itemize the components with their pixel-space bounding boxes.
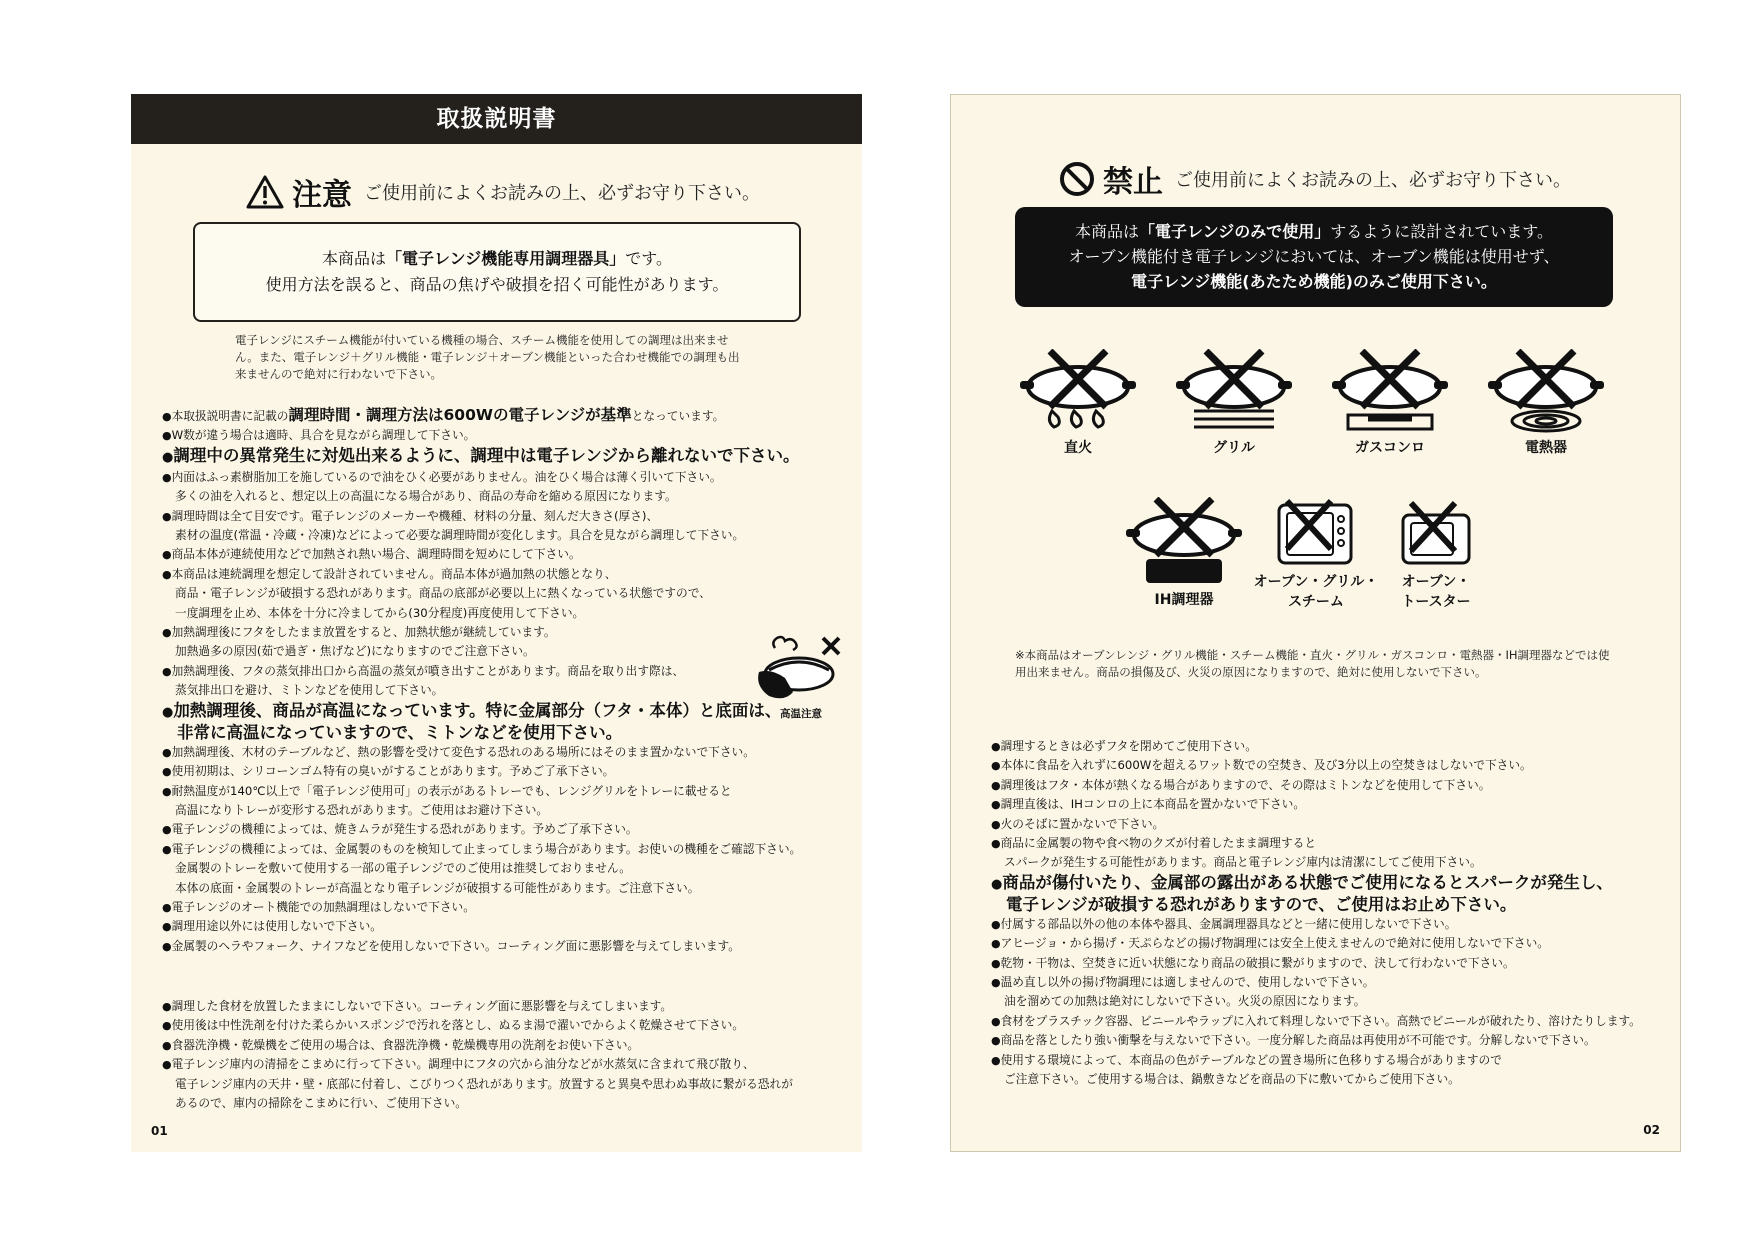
steam-note-line: ん。また、電子レンジ＋グリル機能・電子レンジ＋オーブン機能といった合わせ機能での調理も出 [235,350,740,364]
list-item [162,1055,793,1113]
oven-icon [1273,497,1359,571]
hot-pot-hand-icon [753,630,849,702]
caution-label: 注意 [292,178,352,213]
manual-title: 取扱説明書 [131,94,862,144]
list-item [991,973,1641,1012]
list-item: ● 調理用途以外には使用しないで下さい。 [162,917,801,936]
pot-on-flame-icon [1016,349,1140,437]
toaster-icon [1393,497,1479,571]
list-item [991,1051,1641,1090]
notice-text: 本商品は [322,249,387,268]
list-text: ご注意下さい。ご使用する場合は、鍋敷きなどを商品の下に敷いてからご使用下さい。 [1004,1072,1460,1087]
list-text: 電子レンジの機種によっては、金属製のものを検知して止まってしまう場合があります。お使いの機種をご確認下さい。 [171,841,802,856]
list-text: 加熱調理後、商品が高温になっています。特に金属部分（フタ・本体）と底面は、 [173,700,782,720]
list-item: ● 食材をプラスチック容器、ビニールやラップに入れて料理しないで下さい。高熱でビニールが破れたり、溶けたりします。 [991,1012,1641,1031]
hot-warning [751,630,851,721]
icon-label: オーブン・グリル・ [1253,574,1379,590]
icon-oven-toaster [1371,497,1501,611]
list-item: ● 加熱調理後、木材のテーブルなど、熱の影響を受けて変色する恐れのある場所にはそのまま置かないで下さい。 [162,743,801,762]
list-bold: 調理時間・調理方法は600Wの電子レンジが基準 [288,406,632,424]
list-text: スパークが発生する可能性があります。商品と電子レンジ庫内は清潔にしてご使用下さい。 [1004,855,1482,870]
list-item: ● アヒージョ・から揚げ・天ぷらなどの揚げ物調理には安全上使えませんので絶対に使用しないで下さい。 [991,934,1641,953]
page-number: 01 [151,1124,168,1138]
icon-label: スチーム [1288,594,1344,610]
notice-bold: 「電子レンジ機能専用調理器具」 [386,249,626,268]
list-text: 調理時間は全て目安です。電子レンジのメーカーや機種、材料の分量、刻んだ大きさ(厚さ)、 [171,508,659,523]
list-text: 本体の底面・金属製のトレーが高温となり電子レンジが破損する可能性があります。ご注意下さい。 [175,880,700,895]
list-item: ● 乾物・干物は、空焚きに近い状態になり商品の破損に繋がりますので、決して行わないで下さい。 [991,954,1641,973]
footnote-line: 用出来ません。商品の損傷及び、火災の原因になりますので、絶対に使用しないで下さい。 [1015,665,1487,679]
icon-label: ガスコンロ [1355,440,1425,456]
prohibit-box [1015,207,1613,307]
caution-heading [246,170,760,214]
list-item: ● 金属製のヘラやフォーク、ナイフなどを使用しないで下さい。コーティング面に悪影響を与えてしまいます。 [162,937,801,956]
page-left [131,94,862,1152]
list-item [162,507,801,546]
icon-label: 直火 [1064,440,1092,456]
prohibit-label: 禁止 [1103,165,1163,200]
box-text: 本商品は [1075,222,1140,241]
list-text: 加熱調理後、フタの蒸気排出口から高温の蒸気が噴き出すことがあります。商品を取り出す際は、 [171,663,685,678]
hot-warning-label: 高温注意 [780,708,822,720]
list-item: ● 使用初期は、シリコーンゴム特有の臭いがすることがあります。予めご了承下さい。 [162,762,801,781]
list-text: 非常に高温になっていますので、ミトンなどを使用下さい。 [177,722,623,742]
notice-line2: 使用方法を誤ると、商品の焦げや破損を招く可能性があります。 [265,275,729,294]
list-item-bold: ● 調理中の異常発生に対処出来るように、調理中は電子レンジから離れないで下さい。 [162,446,801,468]
icon-label: IH調理器 [1154,592,1214,608]
list-text: 油を溜めての加熱は絶対にしないで下さい。火災の原因になります。 [1004,994,1366,1009]
icon-oven-grill-steam [1251,497,1381,611]
list-item: ● 電子レンジのオート機能での加熱調理はしないで下さい。 [162,898,801,917]
list-item: ● 調理直後は、IHコンロの上に本商品を置かないで下さい。 [991,795,1641,814]
pot-on-ih-cooker-icon [1122,497,1246,589]
box-text-end: するように設計されています。 [1330,222,1553,241]
box-line3: 電子レンジ機能(あたため機能)のみご使用下さい。 [1131,272,1497,291]
list-text: 加熱過多の原因(茹で過ぎ・焦げなど)になりますのでご注意下さい。 [175,644,535,659]
warning-icon [246,175,284,209]
list-text: 一度調理を止め、本体を十分に冷ましてから(30分程度)再度使用して下さい。 [175,605,585,620]
list-item [162,623,801,662]
list-text: 電子レンジ庫内の清掃をこまめに行って下さい。調理中にフタの穴から油分などが水蒸気に含まれて飛び散り、 [171,1057,755,1072]
list-item [162,782,801,821]
list-item: ● 火のそばに置かないで下さい。 [991,815,1641,834]
list-text: 耐熱温度が140℃以上で「電子レンジ使用可」の表示があるトレーでも、レンジグリルをトレーに載せると [171,783,732,798]
icon-grill [1169,349,1299,457]
list-text: となっています。 [631,409,725,423]
steam-note-line: 電子レンジにスチーム機能が付いている機種の場合、スチーム機能を使用しての調理は出来ませ [235,333,729,347]
notice-box [193,222,801,322]
icon-label: 電熱器 [1525,440,1567,456]
footnote-line: ※本商品はオーブンレンジ・グリル機能・スチーム機能・直火・グリル・ガスコンロ・電熱器・IH調理器などでは使 [1015,648,1610,662]
icon-label: オーブン・ [1401,574,1471,590]
page-right [950,94,1681,1152]
list-text: 商品に金属製の物や食べ物のクズが付着したまま調理すると [1000,836,1317,851]
list-item: ● 付属する部品以外の他の本体や器具、金属調理器具などと一緒に使用しないで下さい。 [991,915,1641,934]
page-number: 02 [1643,1123,1660,1137]
icon-ih-cooker [1119,497,1249,609]
list-item-bold [162,701,801,743]
box-line2: オーブン機能付き電子レンジにおいては、オーブン機能は使用せず、 [1068,247,1560,266]
list-item: ● 使用後は中性洗剤を付けた柔らかいスポンジで汚れを落とし、ぬるま湯で濯いでからよく乾燥させて下さい。 [162,1016,793,1035]
caution-subtitle: ご使用前によくお読みの上、必ずお守り下さい。 [364,183,760,204]
steam-note-line: 来ませんので絶対に行わないで下さい。 [235,367,442,381]
icon-label: グリル [1213,440,1255,456]
list-text: 温め直し以外の揚げ物調理には適しませんので、使用しないで下さい。 [1000,975,1375,990]
list-item-bold [991,873,1641,915]
prohibit-subtitle: ご使用前によくお読みの上、必ずお守り下さい。 [1175,170,1571,191]
box-bold: 「電子レンジのみで使用」 [1139,222,1331,241]
prohibit-heading [1059,157,1571,201]
caution-list [162,406,801,956]
list-item: ● 調理した食材を放置したままにしないで下さい。コーティング面に悪影響を与えてしまいます。 [162,997,793,1016]
list-text: 多くの油を入れると、想定以上の高温になる場合があり、商品の寿命を縮める原因になります。 [175,489,677,504]
list-item: ● W数が違う場合は適時、具合を見ながら調理して下さい。 [162,426,801,445]
list-text: 電子レンジ庫内の天井・壁・底部に付着し、こびりつく恐れがあります。放置すると異臭や思わぬ事故に繋がる恐れが [175,1076,793,1091]
list-item: ● 調理後はフタ・本体が熱くなる場合がありますので、その際はミトンなどを使用して下さい。 [991,776,1641,795]
list-item [162,468,801,507]
list-text: あるので、庫内の掃除をこまめに行い、ご使用下さい。 [175,1096,467,1111]
icon-open-flame [1013,349,1143,457]
list-text: 使用する環境によって、本商品の色がテーブルなどの置き場所に色移りする場合がありますので [1000,1052,1502,1067]
list-item: ● 調理するときは必ずフタを閉めてご使用下さい。 [991,737,1641,756]
list-item [162,840,801,898]
list-item: ● 食器洗浄機・乾燥機をご使用の場合は、食器洗浄機・乾燥機専用の洗剤をお使い下さい。 [162,1036,793,1055]
list-text: 蒸気排出口を避け、ミトンなどを使用して下さい。 [175,683,444,698]
list-item [162,565,801,623]
list-item: ● 商品を落としたり強い衝撃を与えないで下さい。一度分解した商品は再使用が不可能です。分解しないで下さい。 [991,1031,1641,1050]
icon-electric-heater [1481,349,1611,457]
list-text: 素材の温度(常温・冷蔵・冷凍)などによって必要な調理時間が変化します。具合を見ながら調理して下さい。 [175,528,745,543]
list-text: 内面はふっ素樹脂加工を施しているので油をひく必要がありません。油をひく場合は薄く引いて下さい。 [171,469,722,484]
list-text: 本商品は連続調理を想定して設計されていません。商品本体が過加熱の状態となり、 [171,566,617,581]
list-text: 商品・電子レンジが破損する恐れがあります。商品の底部が必要以上に熱くなっている状態ですので、 [175,586,711,601]
list-text: 本取扱説明書に記載の [171,409,289,423]
list-text: 加熱調理後にフタをしたまま放置をすると、加熱状態が継続しています。 [171,625,556,640]
pot-on-electric-heater-icon [1484,349,1608,437]
pot-on-gas-stove-icon [1328,349,1452,437]
list-item: ● 電子レンジの機種によっては、焼きムラが発生する恐れがあります。予めご了承下さい。 [162,820,801,839]
care-list [162,997,793,1113]
list-item [991,834,1641,873]
list-text: 商品が傷付いたり、金属部の露出がある状態でご使用になるとスパークが発生し、 [1002,872,1613,892]
list-text: 電子レンジが破損する恐れがありますので、ご使用はお止め下さい。 [1006,894,1517,914]
icon-label: トースター [1401,594,1471,610]
notice-text-end: です。 [625,249,672,268]
prohibit-list [991,737,1641,1090]
icon-gas-stove [1325,349,1455,457]
list-item: ● 本体に食品を入れずに600Wを超えるワット数での空焚き、及び3分以上の空焚きはしないで下さい。 [991,756,1641,775]
list-text: 金属製のトレーを敷いて使用する一部の電子レンジでのご使用は推奨しておりません。 [175,861,631,876]
list-item: ● 商品本体が連続使用などで加熱され熱い場合、調理時間を短めにして下さい。 [162,545,801,564]
list-item [162,406,801,426]
steam-note [235,332,740,383]
list-text: 高温になりトレーが変形する恐れがあります。ご使用はお避け下さい。 [175,802,549,817]
prohibit-icon [1059,161,1095,197]
prohibit-footnote [1015,647,1610,681]
pot-on-grill-icon [1172,349,1296,437]
list-item [162,662,801,701]
